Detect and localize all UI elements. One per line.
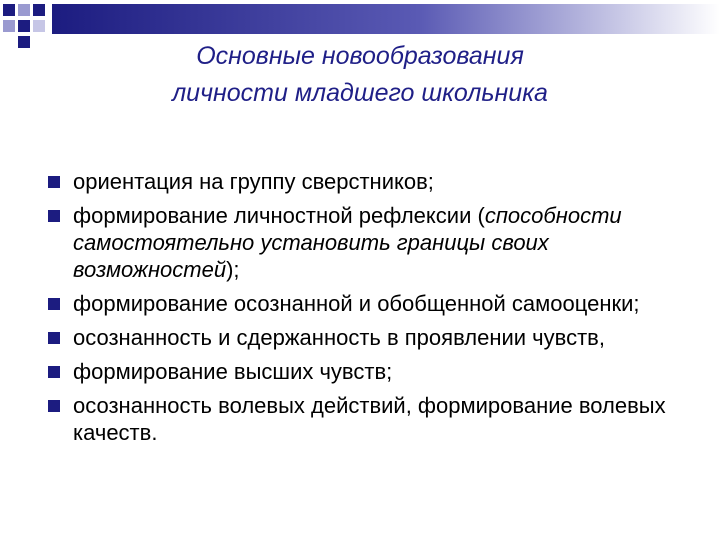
slide-title-line1: Основные новообразования: [196, 42, 524, 70]
list-item: [48, 392, 688, 446]
list-item: [48, 324, 688, 351]
slide-title-line2: личности младшего школьника: [172, 79, 548, 107]
deco-square-dark: [3, 4, 15, 16]
deco-square-light: [18, 4, 30, 16]
list-item: [48, 202, 688, 283]
list-item-italic-text: способности самостоятельно установить границы своих возможностей: [73, 203, 622, 282]
square-bullet-icon: [48, 176, 60, 188]
header-gradient-band: [52, 4, 720, 34]
square-bullet-icon: [48, 298, 60, 310]
deco-square-light: [33, 20, 45, 32]
deco-square-light: [3, 20, 15, 32]
square-bullet-icon: [48, 210, 60, 222]
list-item-text-suffix: );: [226, 257, 240, 282]
list-item: [48, 290, 688, 317]
bullet-list: [48, 168, 688, 453]
list-item-text: осознанность волевых действий, формирование волевых качеств.: [73, 393, 666, 445]
deco-square-dark: [33, 4, 45, 16]
deco-square-dark: [18, 36, 30, 48]
deco-square-dark: [18, 20, 30, 32]
list-item-text: формирование осознанной и обобщенной самооценки;: [73, 291, 640, 316]
square-bullet-icon: [48, 366, 60, 378]
slide-title: [40, 38, 680, 112]
square-bullet-icon: [48, 332, 60, 344]
list-item-text: ориентация на группу сверстников;: [73, 169, 434, 194]
list-item: [48, 168, 688, 195]
list-item-text: формирование высших чувств;: [73, 359, 393, 384]
list-item-text: осознанность и сдержанность в проявлении чувств,: [73, 325, 605, 350]
list-item-text: формирование личностной рефлексии (: [73, 203, 485, 228]
square-bullet-icon: [48, 400, 60, 412]
list-item: [48, 358, 688, 385]
